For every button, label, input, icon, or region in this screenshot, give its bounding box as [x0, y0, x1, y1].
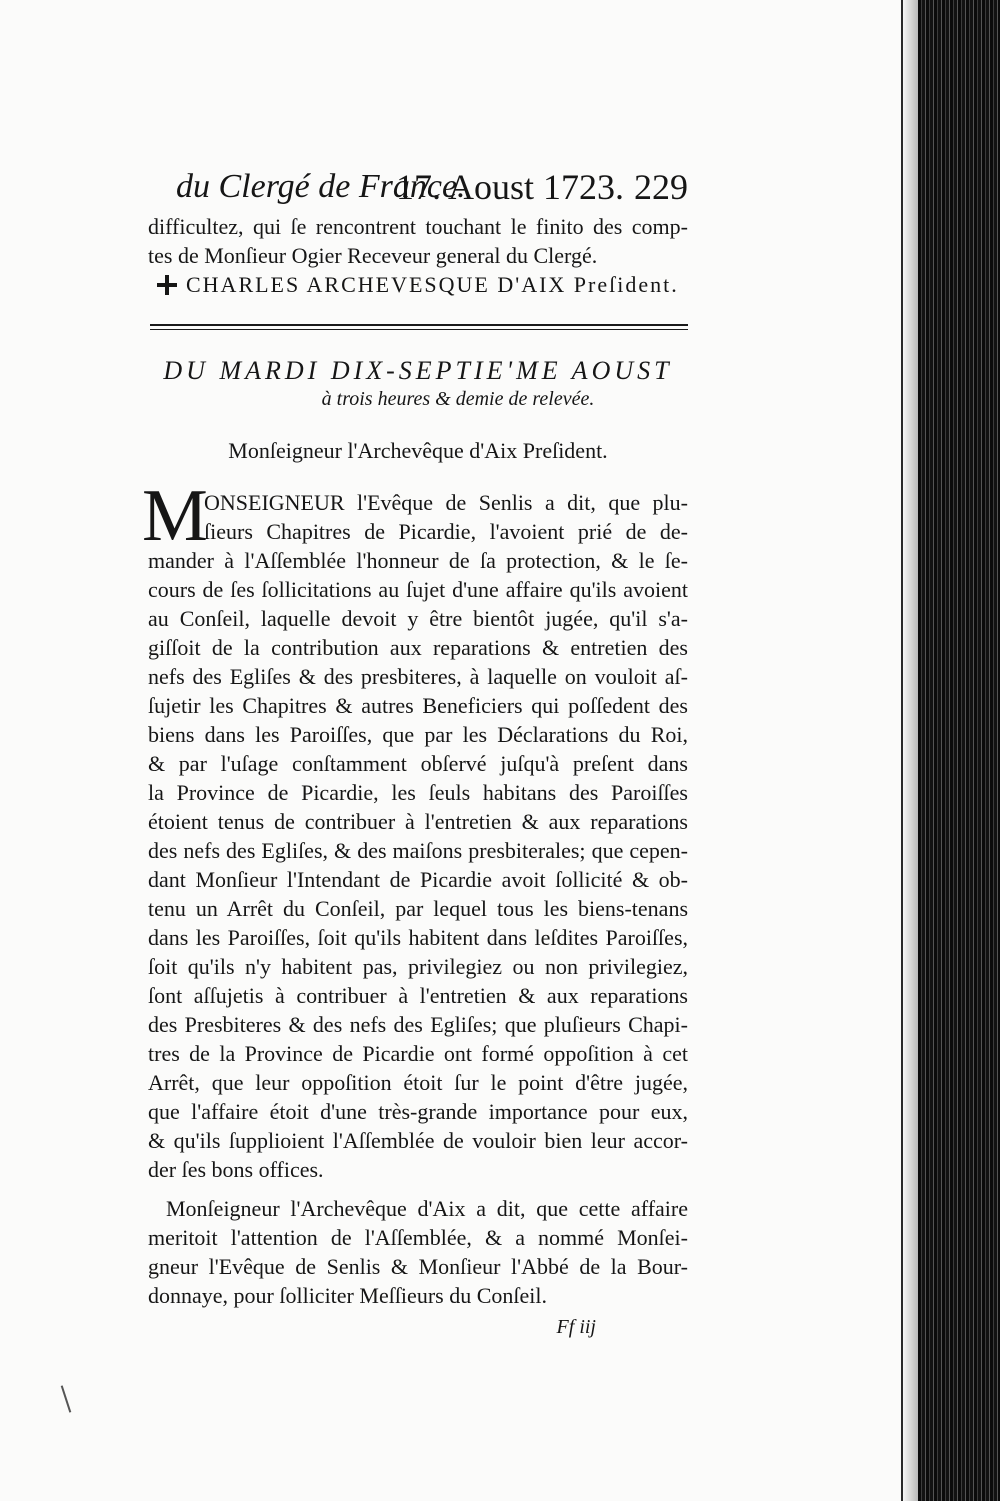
text-line: gneur l'Evêque de Senlis & Monſieur l'Abbé de la Bour- — [148, 1254, 688, 1279]
session-subtitle: à trois heures & demie de relevée. — [321, 388, 595, 410]
text-line: nefs des Egliſes & des presbiteres, à laquelle on vouloit aſ- — [148, 664, 688, 689]
text-line: mander à l'Aſſemblée l'honneur de ſa protection, & le ſe- — [148, 548, 688, 573]
text-line: biens dans les Paroiſſes, que par les Déclarations du Roi, — [148, 722, 688, 747]
running-head — [148, 160, 688, 212]
text-block — [142, 160, 688, 1339]
text-line: tes de Monſieur Ogier Receveur general du Clergé. — [148, 243, 598, 268]
text-line: difficultez, qui ſe rencontrent touchant le finito des comp- — [148, 214, 688, 239]
text-line: dans les Paroiſſes, ſoit qu'ils habitent dans leſdites Paroiſſes, — [148, 925, 688, 950]
text-line: ſujetir les Chapitres & autres Beneficiers qui poſſedent des — [148, 693, 688, 718]
text-line: giſſoit de la contribution aux reparations & entretien des — [148, 635, 688, 660]
text-line: der ſes bons offices. — [148, 1157, 324, 1182]
text-line: ſoit qu'ils n'y habitent pas, privilegiez ou non privilegiez, — [148, 954, 688, 979]
text-line: au Conſeil, laquelle devoit y être bientôt jugée, qu'il s'a- — [148, 606, 688, 631]
text-line: étoient tenus de contribuer à l'entretien & aux reparations — [148, 809, 688, 834]
intro-text — [148, 212, 688, 270]
signature-mark: Ff iij — [556, 1316, 596, 1338]
cross-icon — [156, 274, 178, 296]
page-edge-line — [901, 0, 903, 1501]
running-head-date: 17. Aoust 1723. — [396, 167, 625, 207]
signature-text: CHARLES ARCHEVESQUE D'AIX Preſident. — [186, 272, 679, 297]
text-line: Arrêt, que leur oppoſition étoit ſur le point d'être jugée, — [148, 1070, 688, 1095]
text-line: & qu'ils ſupplioient l'Aſſemblée de vouloir bien leur accor- — [148, 1128, 688, 1153]
running-head-title: du Clergé de France. — [176, 168, 466, 205]
paragraph-1 — [142, 475, 688, 1184]
session-president: Monſeigneur l'Archevêque d'Aix Preſident. — [228, 438, 608, 463]
session-title: DU MARDI DIX-SEPTIE'ME AOUST — [163, 356, 673, 385]
text-line: ſont aſſujetis à contribuer à l'entretien & aux reparations — [148, 983, 688, 1008]
text-line: ſieurs Chapitres de Picardie, l'avoient prié de de- — [204, 519, 688, 544]
text-line: des nefs des Egliſes, & des maiſons presbiterales; que cepen- — [148, 838, 688, 863]
text-line: cours de ſes ſollicitations au ſujet d'une affaire qu'ils avoient — [148, 577, 688, 602]
text-line: ONSEIGNEUR l'Evêque de Senlis a dit, que plu- — [204, 490, 688, 515]
text-line: dant Monſieur l'Intendant de Picardie avoit ſollicité & ob- — [148, 867, 688, 892]
page-gutter-shadow — [902, 0, 918, 1501]
page-number: 229 — [634, 167, 688, 207]
text-line: Monſeigneur l'Archevêque d'Aix a dit, que cette affaire — [166, 1196, 688, 1221]
paragraph-2 — [148, 1194, 688, 1310]
book-page-edges — [918, 0, 1000, 1501]
margin-ink-mark — [61, 1385, 72, 1412]
drop-cap: M — [142, 475, 208, 557]
section-rule — [150, 324, 688, 330]
text-line: des Presbiteres & des nefs des Egliſes; que pluſieurs Chapi- — [148, 1012, 688, 1037]
text-line: tenu un Arrêt du Conſeil, par lequel tous les biens-tenans — [148, 896, 688, 921]
text-line: tres de la Province de Picardie ont formé oppoſition à cet — [148, 1041, 688, 1066]
text-line: la Province de Picardie, les ſeuls habitans des Paroiſſes — [148, 780, 688, 805]
text-line: que l'affaire étoit d'une très-grande importance pour eux, — [148, 1099, 688, 1124]
text-line: meritoit l'attention de l'Aſſemblée, & a nommé Monſei- — [148, 1225, 688, 1250]
signature-line — [156, 270, 688, 300]
text-line: & par l'uſage conſtamment obſervé juſqu'à preſent dans — [148, 751, 688, 776]
text-line: donnaye, pour ſolliciter Meſſieurs du Conſeil. — [148, 1283, 547, 1308]
